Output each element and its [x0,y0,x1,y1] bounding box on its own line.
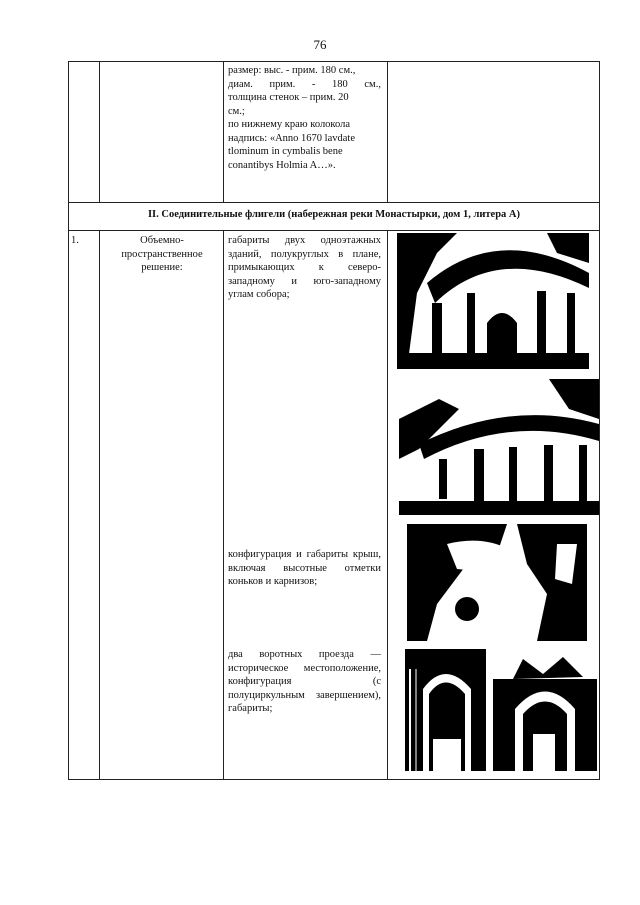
bell-line: размер: выс. - прим. 180 см., [228,65,356,76]
bell-line: диам. прим. - 180 см., [228,78,381,90]
table-border-left [68,61,69,780]
table-row-divider-2 [68,230,600,231]
row-item-name: Объемно- пространственное решение: [121,235,203,273]
bell-description [228,64,382,172]
row-number: 1. [71,235,79,246]
bell-line: conantibys Holmia A…». [228,159,336,171]
document-table [68,61,600,780]
section-title: II. Соединительные флигели (набережная реки Монастырки, дом 1, литера А) [147,209,521,220]
desc-gates: два воротных проезда — историческое местоположение, конфигурация (с полуциркульным завершением), габариты; [228,649,381,714]
table-col-divider-1 [99,61,100,780]
photo-gate-passage-right [493,649,597,771]
photo-colonnade-wing-south [399,379,599,515]
bell-line: надпись: «Anno 1670 lavdate [228,132,355,144]
bell-line: tlominum in cymbalis bene [228,146,343,157]
bell-line: толщина стенок – прим. 20 [228,92,349,103]
page-number: 76 [313,37,327,52]
bell-line: по нижнему краю колокола [228,119,351,130]
desc-roofs: конфигурация и габариты крыш, включая высотные отметки коньков и карнизов; [228,549,381,587]
table-col-divider-3 [387,61,388,780]
table-col-divider-2 [223,61,224,780]
table-row-divider-1 [68,202,600,203]
table-border-top [68,61,600,62]
photo-roof-closeup [407,524,587,641]
table-border-right [599,61,600,780]
desc-dimensions: габариты двух одноэтажных зданий, полукруглых в плане, примыкающих к северо-западному и юго-западному углам собора; [228,235,381,300]
table-border-bottom [68,779,600,780]
photo-gate-passage-left [405,649,486,771]
bell-line: см.; [228,105,245,117]
photo-colonnade-wing-north [397,233,589,369]
